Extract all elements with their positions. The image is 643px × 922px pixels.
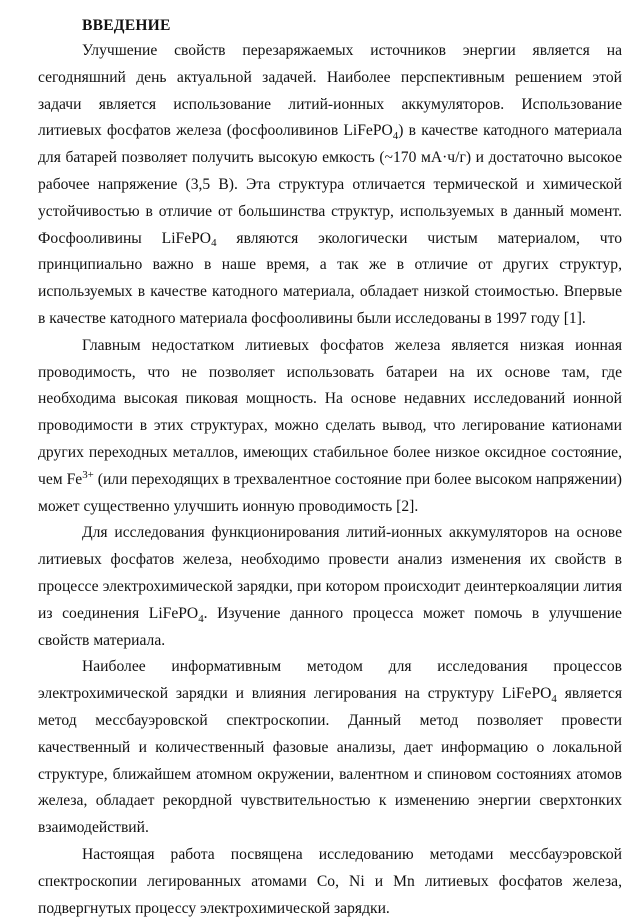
text-run: Наиболее информативным методом для исследования процессов электрохимической зарядки и влияния легирования на структуру LiFePO [38,658,622,703]
text-run: являются экологически чистым материалом, что принципиально важно в наше время, а так же в отличие от других структур, используемых в качестве катодного материала, обладает низкой стоимостью. Впервые в качестве катодного материала фосфооливины были исследованы в 1997 году [1]. [38,229,622,327]
text-run: . Изучение данного процесса может помочь в улучшение свойств материала. [38,604,622,649]
text-run: Настоящая работа посвящена исследованию методами мессбауэровской спектроскопии легированных атомами Co, Ni и Mn литиевых фосфатов железа, подвергнутых процессу электрохимической зарядки. [38,845,622,917]
text-run: Улучшение свойств перезаряжаемых источников энергии является на сегодняшний день актуальной задачей. Наиболее перспективным решением этой задачи является использование литий-ионных аккумуляторов. Использование литиевых фосфатов железа (фосфооливинов LiFePO [38,42,622,140]
subscript: 4 [392,130,399,143]
subscript: 4 [211,237,217,250]
paragraph-drawback [38,333,622,521]
text-run: Для исследования функционирования литий-ионных аккумуляторов на основе литиевых фосфатов железа, необходимо провести анализ изменения их свойств в процессе электрохимической зарядки, при котором происходит деинтеркоаляции лития из соединения LiFePO [38,524,622,622]
text-run: ) в качестве катодного материала для батарей позволяет получить высокую емкость (~170 мА·ч/г) и достаточно высокое рабочее напряжение (3,5 В). Эта структура отличается термической и химической устойчивостью в отличие от большинства структур, используемых в данный момент. Фосфооливины LiFePO [38,122,622,247]
superscript: 3+ [82,468,94,481]
subscript: 4 [198,612,204,625]
text-run: является метод мессбауэровской спектроскопии. Данный метод позволяет провести качественный и количественный фазовые анализы, дает информацию о локальной структуре, ближайшем атомном окружении, валентном и спиновом состояниях атомов железа, обладает рекордной чувствительностью к изменению энергии сверхтонких взаимодействий. [38,685,622,837]
text-run: Главным недостатком литиевых фосфатов железа является низкая ионная проводимость, что не позволяет использовать батареи на их основе там, где необходима высокая пиковая мощность. На основе недавних исследований ионной проводимости в этих структурах, можно сделать вывод, что легирование катионами других переходных металлов, имеющих стабильное более низкое оксидное состояние, чем Fe [38,336,622,488]
paragraph-method [38,654,622,842]
document-body [38,14,622,922]
paragraph-intro [38,38,622,333]
section-heading: ВВЕДЕНИЕ [82,17,171,34]
text-run: (или переходящих в трехвалентное состояние при более высоком напряжении) может существенно улучшить ионную проводимость [2]. [38,470,622,515]
subscript: 4 [551,692,557,705]
paragraph-analysis [38,520,622,654]
paragraph-purpose [38,842,622,922]
